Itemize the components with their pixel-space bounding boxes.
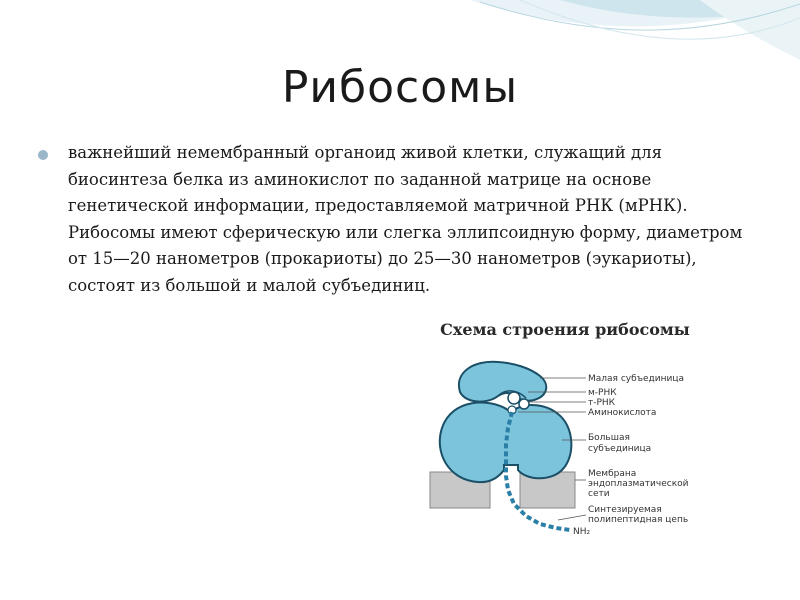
ribosome-figure [390,320,740,545]
trna-circle-2 [519,399,529,409]
figure-title: Схема строения рибосомы [440,320,690,339]
label-mrna: м-РНК [588,388,617,398]
bullet-text: важнейший немембранный органоид живой клетки, служащий для биосинтеза белка из аминокислот по заданной матрице на основе генетической информации, предоставляемой матричной РНК (мРНК). Рибосомы имеют сферическую или слегка эллипсоидную форму, диаметром от 15—20 нанометров (прокариоты) до 25—30 нанометров (эукариоты), состоят из большой и малой субъединиц. [68,143,743,295]
label-membrane-2: эндоплазматической [588,479,689,489]
bullet-icon [38,150,48,160]
label-nh2: NH₂ [573,527,591,537]
label-small-subunit: Малая субъединица [588,374,684,384]
slide-title: Рибосомы [281,62,519,113]
label-trna: т-РНК [588,398,616,408]
label-large-subunit-1: Большая [588,433,630,443]
label-polypeptide-2: полипептидная цепь [588,515,689,525]
label-membrane-3: сети [588,489,610,499]
label-large-subunit-2: субъединица [588,444,652,454]
ribosome-diagram [390,320,740,545]
label-membrane-1: Мембрана [588,469,637,479]
trna-circle [508,392,520,404]
small-subunit [459,362,546,402]
label-polypeptide-1: Синтезируемая [588,505,662,515]
label-amino-acid: Аминокислота [588,408,657,418]
